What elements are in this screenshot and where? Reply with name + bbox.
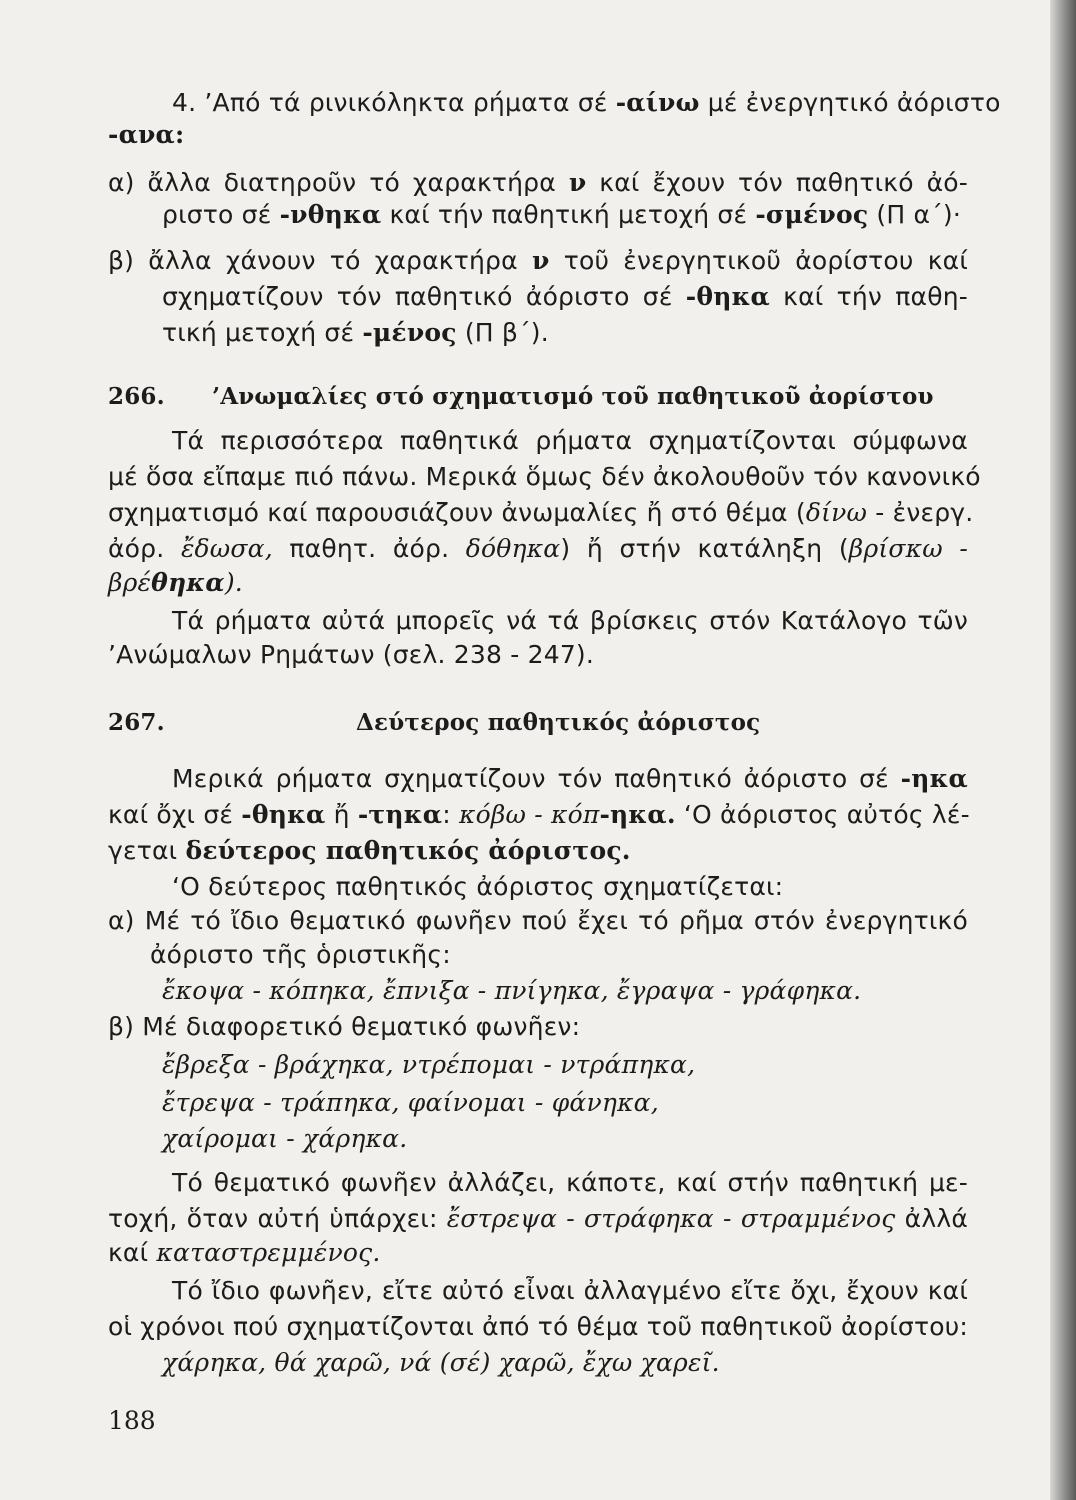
section-266-line-4: ἀόρ. ἔδωσα, παθητ. ἀόρ. δόθηκα) ἤ στήν κατάληξη (βρίσκω -	[108, 534, 968, 563]
section-267-line-c2: τοχή, ὅταν αὐτή ὑπάρχει: ἔστρεψα - στράφηκα - στραμμένος ἀλλά	[108, 1204, 969, 1233]
section-267-title: Δεύτερος παθητικός ἀόριστος	[356, 709, 761, 736]
section-266-line-6: Τά ρήματα αὐτά μπορεῖς νά τά βρίσκεις στόν Κατάλογο τῶν	[172, 606, 968, 635]
item-4a-line-1: α) ἄλλα διατηροῦν τό χαρακτήρα ν καί ἔχουν τόν παθητικό ἀό-	[108, 168, 968, 197]
item-4a-line-2: ριστο σέ -νθηκα καί τήν παθητική μετοχή σέ -σμένος (Π α΄)·	[162, 200, 961, 229]
item-4-line-1: 4. ’Από τά ρινικόληκτα ρήματα σέ -αίνω μέ ἐνεργητικό ἀόριστο	[172, 88, 1001, 117]
section-266-line-1: Τά περισσότερα παθητικά ρήματα σχηματίζονται σύμφωνα	[172, 426, 968, 455]
page-edge-shadow	[1050, 0, 1076, 1500]
section-267-item-a-line-2: ἀόριστο τῆς ὁριστικῆς:	[150, 940, 451, 969]
section-267-number: 267.	[108, 709, 165, 736]
item-4b-line-3: τική μετοχή σέ -μένος (Π β΄).	[162, 318, 549, 347]
section-267-example-b-3: χαίρομαι - χάρηκα.	[162, 1124, 408, 1153]
section-267-line-d3: χάρηκα, θά χαρῶ, νά (σέ) χαρῶ, ἔχω χαρεῖ.	[162, 1348, 720, 1377]
section-267-example-b-1: ἔβρεξα - βράχηκα, ντρέπομαι - ντράπηκα,	[162, 1050, 696, 1079]
section-267-item-b-line-1: β) Μέ διαφορετικό θεματικό φωνῆεν:	[108, 1012, 581, 1041]
section-267-example-b-2: ἔτρεψα - τράπηκα, φαίνομαι - φάνηκα,	[162, 1088, 659, 1117]
section-267-line-c3: καί καταστρεμμένος.	[108, 1238, 381, 1267]
section-267-line-d1: Τό ἴδιο φωνῆεν, εἴτε αὐτό εἶναι ἀλλαγμένο εἴτε ὄχι, ἔχουν καί	[172, 1276, 968, 1305]
section-266-line-2: μέ ὅσα εἴπαμε πιό πάνω. Μερικά ὅμως δέν ἀκολουθοῦν τόν κανονικό	[108, 462, 981, 491]
item-4b-line-2: σχηματίζουν τόν παθητικό ἀόριστο σέ -θηκα καί τήν παθη-	[162, 282, 968, 311]
section-267-item-a-line-1: α) Μέ τό ἴδιο θεματικό φωνῆεν πού ἔχει τό ρῆμα στόν ἐνεργητικό	[108, 906, 968, 935]
section-266-line-5: βρέθηκα).	[108, 568, 243, 597]
section-266-line-3: σχηματισμό καί παρουσιάζουν ἀνωμαλίες ἤ στό θέμα (δίνω - ἐνεργ.	[108, 498, 974, 527]
section-266-line-7: ’Ανώμαλων Ρημάτων (σελ. 238 - 247).	[108, 640, 595, 669]
section-267-line-c1: Τό θεματικό φωνῆεν ἀλλάζει, κάποτε, καί στήν παθητική με-	[172, 1168, 968, 1197]
item-4b-line-1: β) ἄλλα χάνουν τό χαρακτήρα ν τοῦ ἐνεργητικοῦ ἀορίστου καί	[108, 246, 969, 275]
section-267-line-4: ‘Ο δεύτερος παθητικός ἀόριστος σχηματίζεται:	[172, 872, 784, 901]
section-267-line-1: Μερικά ρήματα σχηματίζουν τόν παθητικό ἀόριστο σέ -ηκα	[172, 764, 968, 793]
section-267-line-d2: οἱ χρόνοι πού σχηματίζονται ἀπό τό θέμα τοῦ παθητικοῦ ἀορίστου:	[108, 1312, 968, 1341]
section-266-number: 266.	[108, 383, 165, 410]
item-4-line-2: -ανα:	[108, 120, 185, 149]
page-number: 188	[108, 1406, 156, 1435]
section-267-example-a: ἔκοψα - κόπηκα, ἔπνιξα - πνίγηκα, ἔγραψα - γράφηκα.	[162, 976, 862, 1005]
section-267-line-3: γεται δεύτερος παθητικός ἀόριστος.	[108, 836, 631, 865]
section-266-title: ’Ανωμαλίες στό σχηματισμό τοῦ παθητικοῦ ἀορίστου	[212, 383, 934, 410]
section-267-line-2: καί ὄχι σέ -θηκα ἤ -τηκα: κόβω - κόπ-ηκα. ‘Ο ἀόριστος αὐτός λέ-	[108, 800, 970, 829]
